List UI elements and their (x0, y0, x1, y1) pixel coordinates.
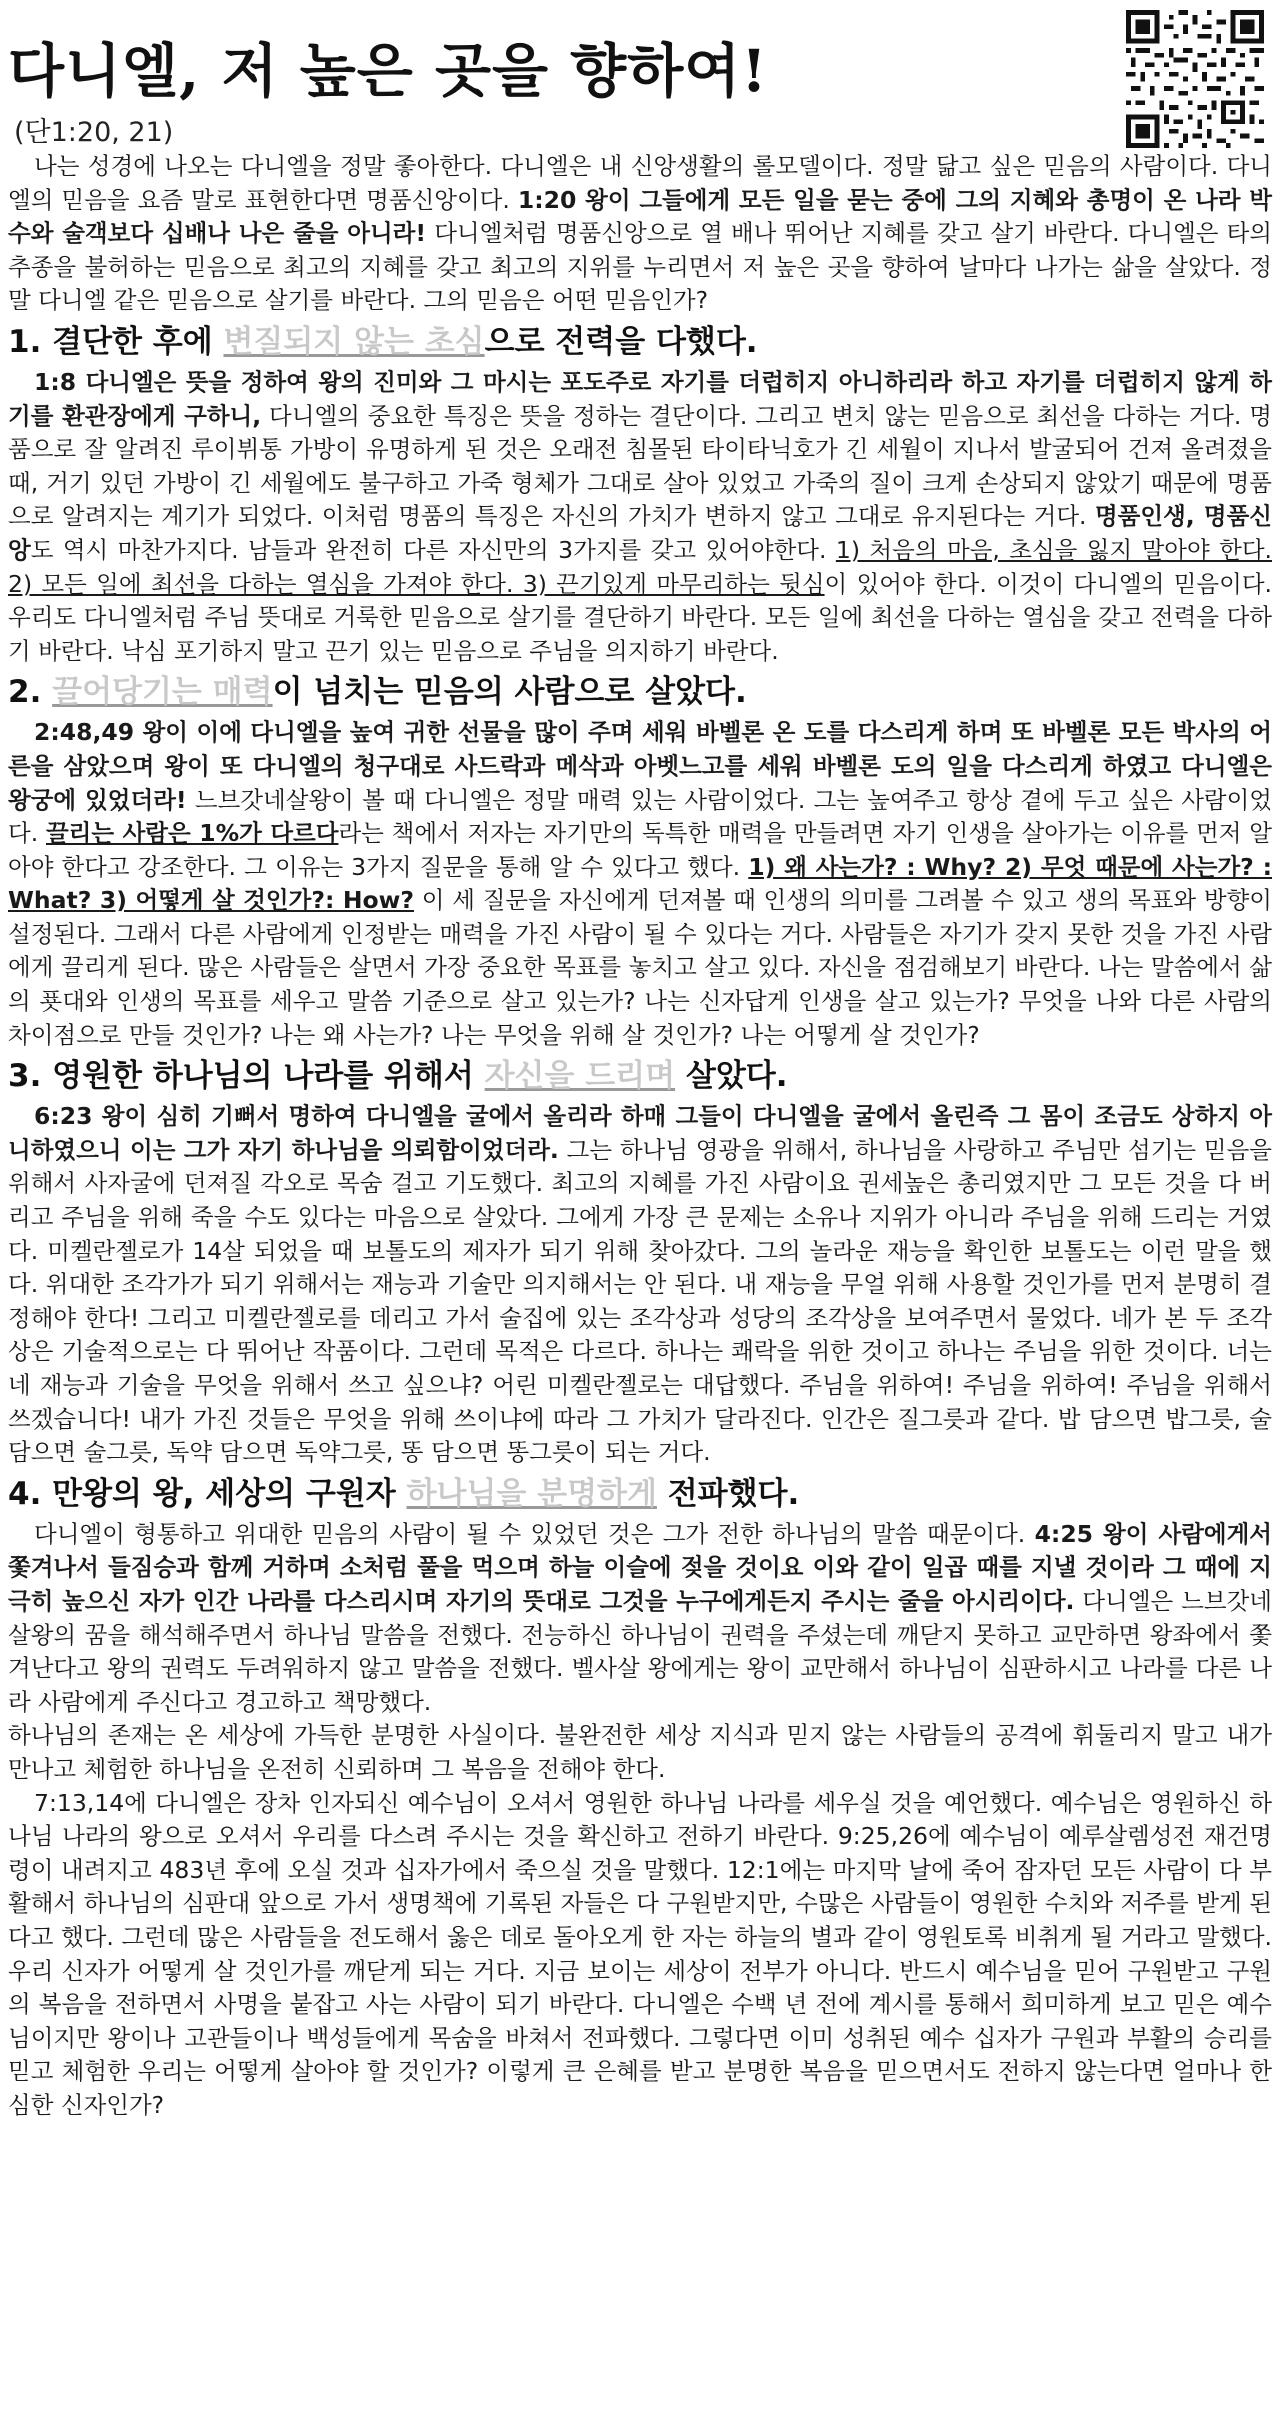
text-run: 2:48,49 왕이 이에 다니엘을 높여 귀한 선물을 많이 주며 세워 바벨론 온 도를 다스리게 하며 또 바벨론 모든 박사의 어른을 삼았으며 왕이 또 다니엘의 청구대로 사드락과 메삭과 아벳느고를 세워 바벨론 도의 일을 다스리게 하였고 다니엘은 왕궁에 있었더라! (8, 718, 1272, 814)
section-paragraph (8, 1787, 1272, 2123)
heading-text: 으로 전력을 다했다. (484, 323, 758, 360)
text-run: 다니엘은 느브갓네살왕의 꿈을 해석해주면서 하나님 말씀을 전했다. 전능하신 하나님이 권력을 주셨는데 깨닫지 못하고 교만하면 왕좌에서 쫓겨난다고 왕의 권력도 두려워하지 않고 말씀을 전했다. 벨사살 왕에게는 왕이 교만해서 하나님이 심판하시고 나라를 다른 나라 사람에게 주신다고 경고하고 책망했다. (8, 1586, 1272, 1716)
section-heading (8, 318, 1272, 366)
text-run: 도 역시 마찬가지다. 남들과 완전히 다른 자신만의 3가지를 갖고 있어야한다. (30, 535, 836, 564)
text-run: 라는 책에서 저자는 자기만의 독특한 매력을 만들려면 자기 인생을 살아가는 이유를 먼저 알아야 한다고 강조한다. 그 이유는 3가지 질문을 통해 알 수 있다고 했다. (8, 819, 1272, 881)
section-paragraph (8, 366, 1272, 668)
heading-text: 살았다. (675, 1058, 788, 1095)
section-paragraph (8, 1100, 1272, 1470)
text-run: 이 있어야 한다. 이것이 다니엘의 믿음이다. 우리도 다니엘처럼 주님 뜻대로 거룩한 믿음으로 살기를 결단하기 바란다. 모든 일에 최선을 다하는 열심을 갖고 전력을 다하기 바란다. 낙심 포기하지 말고 끈기 있는 믿음으로 주님을 의지하기 바란다. (8, 569, 1272, 665)
text-run: 1:8 다니엘은 뜻을 정하여 왕의 진미와 그 마시는 포도주로 자기를 더럽히지 아니하리라 하고 자기를 더럽히지 않게 하기를 환관장에게 구하니, (8, 367, 1272, 430)
heading-text: 1. 결단한 후에 (8, 323, 224, 360)
section-heading (8, 1052, 1272, 1100)
section-paragraph (8, 716, 1272, 1052)
section-heading (8, 1470, 1272, 1518)
section-heading (8, 668, 1272, 716)
text-run: 1) 처음의 마음, 초심을 잃지 말아야 한다. 2) 모든 일에 최선을 다하는 열심을 가져야 한다. 3) 끈기있게 마무리하는 뒷심 (8, 535, 1272, 598)
section-paragraph (8, 1518, 1272, 1720)
heading-text: 4. 만왕의 왕, 세상의 구원자 (8, 1475, 407, 1512)
heading-blank: 하나님을 분명하게 (406, 1475, 657, 1512)
text-run: 이 세 질문을 자신에게 던져볼 때 인생의 의미를 그려볼 수 있고 생의 목표와 방향이 설정된다. 그래서 다른 사람에게 인정받는 매력을 가진 사람이 될 수 있다는 거다. 사람들은 자기가 갖지 못한 것을 가진 사람에게 끌리게 된다. 많은 사람들은 살면서 가장 중요한 목표를 놓치고 살고 있다. 자신을 점검해보기 바란다. 나는 말씀에서 삶의 푯대와 인생의 목표를 세우고 말씀 기준으로 살고 있는가? 나는 신자답게 인생을 살고 있는가? 무엇을 나와 다른 사람의 차이점으로 만들 것인가? 나는 왜 사는가? 나는 무엇을 위해 살 것인가? 나는 어떻게 살 것인가? (8, 886, 1272, 1049)
text-run: 1) 왜 사는가? : Why? 2) 무엇 때문에 사는가? : What? 3) 어떻게 살 것인가?: How? (8, 852, 1272, 915)
text-run: 그는 하나님 영광을 위해서, 하나님을 사랑하고 주님만 섬기는 믿음을 위해서 사자굴에 던져질 각오로 목숨 걸고 기도했다. 최고의 지혜를 가진 사람이요 권세높은 총리였지만 그 모든 것을 다 버리고 주님을 위해 죽을 수도 있다는 마음으로 살았다. 그에게 가장 큰 문제는 소유나 지위가 아니라 주님을 위해 드리는 거였다. 미켈란젤로가 14살 되었을 때 보톨도의 제자가 되기 위해 찾아갔다. 그의 놀라운 재능을 확인한 보톨도는 이런 말을 했다. 위대한 조각가가 되기 위해서는 재능과 기술만 의지해서는 안 된다. 내 재능을 무얼 위해 사용할 것인가를 먼저 분명히 결정해야 한다! 그리고 미켈란젤로를 데리고 가서 술집에 있는 조각상과 성당의 조각상을 보여주면서 물었다. 네가 본 두 조각상은 기술적으로는 다 뛰어난 작품이다. 그런데 목적은 다르다. 하나는 쾌락을 위한 것이고 하나는 주님을 위한 것이다. 너는 네 재능과 기술을 무엇을 위해서 쓰고 싶으냐? 어린 미켈란젤로는 대답했다. 주님을 위하여! 주님을 위하여! 주님을 위해서 쓰겠습니다! 내가 가진 것들은 무엇을 위해 쓰이냐에 따라 그 가치가 달라진다. 인간은 질그릇과 같다. 밥 담으면 밥그릇, 술 담으면 술그릇, 독약 담으면 독약그릇, 똥 담으면 똥그릇이 되는 거다. (8, 1135, 1273, 1467)
text-run: 느브갓네살왕이 볼 때 다니엘은 정말 매력 있는 사람이었다. 그는 높여주고 항상 곁에 두고 싶은 사람이었다. (8, 785, 1272, 848)
scripture-reference: (단1:20, 21) (14, 117, 174, 148)
text-run: 다니엘의 중요한 특징은 뜻을 정하는 결단이다. 그리고 변치 않는 믿음으로 최선을 다하는 거다. 명품으로 잘 알려진 루이뷔통 가방이 유명하게 된 것은 오래전 침몰된 타이타닉호가 긴 세월이 지나서 발굴되어 건져 올려졌을 때, 거기 있던 가방이 긴 세월에도 불구하고 가죽 형체가 그대로 살아 있었고 가죽의 질이 크게 손상되지 않았기 때문에 명품으로 알려지는 계기가 되었다. 이처럼 명품의 특징은 자신의 가치가 변하지 않고 그대로 유지된다는 거다. (8, 401, 1272, 531)
text-run: 다니엘이 형통하고 위대한 믿음의 사람이 될 수 있었던 것은 그가 전한 하나님의 말씀 때문이다. (34, 1519, 1035, 1548)
heading-blank: 변질되지 않는 초심 (223, 323, 485, 360)
section-paragraph (8, 1719, 1272, 1786)
heading-text: 2. (8, 674, 53, 711)
article-body (8, 150, 1272, 2122)
text-run: 끌리는 사람은 1%가 다르다 (45, 819, 339, 848)
text-run: 4:25 왕이 사람에게서 쫓겨나서 들짐승과 함께 거하며 소처럼 풀을 먹으며 하늘 이슬에 젖을 것이요 이와 같이 일곱 때를 지낼 것이라 그 때에 지극히 높으신 자가 인간 나라를 다스리시며 자기의 뜻대로 그것을 누구에게든지 주시는 줄을 아시리이다. (8, 1519, 1272, 1615)
text-run: 나는 성경에 나오는 다니엘을 정말 좋아한다. 다니엘은 내 신앙생활의 롤모델이다. 정말 닮고 싶은 믿음의 사람이다. 다니엘의 믿음을 요즘 말로 표현한다면 명품신앙이다. (8, 152, 1272, 214)
heading-blank: 끌어당기는 매력 (52, 674, 273, 711)
qr-code-icon (1126, 10, 1264, 148)
text-run: 하나님의 존재는 온 세상에 가득한 분명한 사실이다. 불완전한 세상 지식과 믿지 않는 사람들의 공격에 휘둘리지 말고 내가 만나고 체험한 하나님을 온전히 신뢰하며 그 복음을 전해야 한다. (8, 1721, 1272, 1783)
heading-text: 이 넘치는 믿음의 사람으로 살았다. (272, 674, 747, 711)
text-run: 6:23 왕이 심히 기뻐서 명하여 다니엘을 굴에서 올리라 하매 그들이 다니엘을 굴에서 올린즉 그 몸이 조금도 상하지 아니하였으니 이는 그가 자기 하나님을 의뢰함이었더라. (8, 1102, 1272, 1164)
text-run: 명품인생, 명품신앙 (8, 502, 1273, 564)
page-title: 다니엘, 저 높은 곳을 향하여! (8, 37, 768, 105)
heading-blank: 자신을 드리며 (484, 1058, 676, 1095)
text-run: 다니엘처럼 명품신앙으로 열 배나 뛰어난 지혜를 갖고 살기 바란다. 다니엘은 타의 추종을 불허하는 믿음으로 최고의 지혜를 갖고 최고의 지위를 누리면서 저 높은 곳을 향하여 날마다 나가는 삶을 살았다. 정말 다니엘 같은 믿음으로 살기를 바란다. 그의 믿음은 어떤 믿음인가? (8, 219, 1272, 315)
text-run: 7:13,14에 다니엘은 장차 인자되신 예수님이 오셔서 영원한 하나님 나라를 세우실 것을 예언했다. 예수님은 영원하신 하나님 나라의 왕으로 오셔서 우리를 다스려 주시는 것을 확신하고 전하기 바란다. 9:25,26에 예수님이 예루살렘성전 재건명령이 내려지고 483년 후에 오실 것과 십자가에서 죽으실 것을 말했다. 12:1에는 마지막 날에 죽어 잠자던 모든 사람이 다 부활해서 하나님의 심판대 앞으로 가서 생명책에 기록된 자들은 다 구원받지만, 수많은 사람들이 영원한 수치와 저주를 받게 된다고 했다. 그런데 많은 사람들을 전도해서 옳은 데로 돌아오게 한 자는 하늘의 별과 같이 영원토록 비취게 될 거라고 말했다. 우리 신자가 어떻게 살 것인가를 깨닫게 되는 거다. 지금 보이는 세상이 전부가 아니다. 반드시 예수님을 믿어 구원받고 구원의 복음을 전하면서 사명을 붙잡고 사는 사람이 되기 바란다. 다니엘은 수백 년 전에 계시를 통해서 희미하게 보고 믿은 예수님이지만 왕이나 고관들이나 백성들에게 목숨을 바쳐서 전파했다. 그렇다면 이미 성취된 예수 십자가 구원과 부활의 승리를 믿고 체험한 우리는 어떻게 살아야 할 것인가? 이렇게 큰 은혜를 받고 분명한 복음을 믿으면서도 전하지 않는다면 얼마나 한심한 신자인가? (8, 1788, 1272, 2119)
heading-text: 전파했다. (656, 1475, 800, 1512)
text-run: 1:20 왕이 그들에게 모든 일을 묻는 중에 그의 지혜와 총명이 온 나라 박수와 술객보다 십배나 나은 줄을 아니라! (8, 185, 1272, 248)
heading-text: 3. 영원한 하나님의 나라를 위해서 (8, 1058, 485, 1095)
intro-paragraph (8, 150, 1272, 318)
